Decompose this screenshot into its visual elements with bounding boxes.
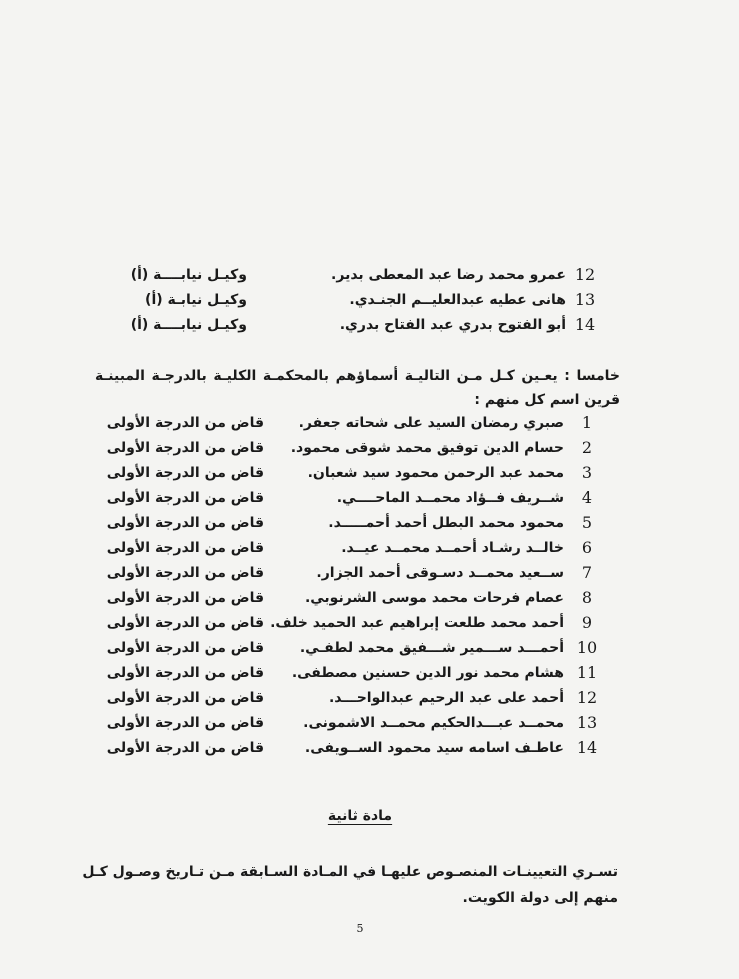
item-title: قاض من الدرجة الأولى	[106, 490, 264, 506]
item-title: قاض من الدرجة الأولى	[106, 715, 264, 731]
list-item	[0, 537, 739, 559]
item-title: قاض من الدرجة الأولى	[106, 590, 264, 606]
list-item	[0, 662, 739, 684]
intro-line-1: خامسا : يعـين كـل مـن التاليـة أسماؤهم بالمحكمـة الكليـة بالدرجـة المبينـة	[95, 368, 620, 384]
item-name: أحمد محمد طلعت إبراهيم عبد الحميد خلف.	[270, 615, 564, 631]
page-number: 5	[356, 922, 364, 935]
item-number: 13	[574, 290, 596, 309]
list-item	[0, 737, 739, 759]
item-name: محمــد عبـــدالحكيم محمــد الاشمونى.	[303, 715, 564, 731]
item-number: 11	[576, 663, 598, 682]
item-title: وكيـل نيابـة (أ)	[145, 292, 247, 308]
list-item	[0, 264, 739, 286]
article-heading: مادة ثانية	[327, 808, 393, 824]
item-number: 9	[581, 613, 593, 632]
item-number: 12	[576, 688, 598, 707]
item-number: 3	[581, 463, 593, 482]
item-title: وكيـل نيابــــة (أ)	[130, 317, 247, 333]
item-name: حسام الدين توفيق محمد شوقى محمود.	[290, 440, 564, 456]
item-title: قاض من الدرجة الأولى	[106, 515, 264, 531]
item-name: محمود محمد البطل أحمد أحمـــــد.	[328, 515, 564, 531]
item-name: عاطـف اسامه سيد محمود الســويفى.	[304, 740, 564, 756]
item-name: أحمد على عبد الرحيم عبدالواحـــد.	[328, 690, 564, 706]
list-item	[0, 412, 739, 434]
item-title: قاض من الدرجة الأولى	[106, 640, 264, 656]
item-title: وكيـل نيابــــة (أ)	[130, 267, 247, 283]
list-item	[0, 587, 739, 609]
list-item	[0, 712, 739, 734]
item-number: 12	[574, 265, 596, 284]
item-title: قاض من الدرجة الأولى	[106, 465, 264, 481]
item-title: قاض من الدرجة الأولى	[106, 415, 264, 431]
list-item	[0, 462, 739, 484]
item-title: قاض من الدرجة الأولى	[106, 615, 264, 631]
item-number: 14	[574, 315, 596, 334]
item-name: ســعيد محمــد دسـوقى أحمد الجزار.	[316, 565, 564, 581]
list-item	[0, 512, 739, 534]
list-item	[0, 637, 739, 659]
item-number: 6	[581, 538, 593, 557]
article-line-2: منهم إلى دولة الكويت.	[462, 890, 618, 906]
article-line-1: تسـري التعيينـات المنصـوص عليهـا في المـادة السـابقة مـن تـاريخ وصـول كـل	[82, 864, 618, 880]
list-item	[0, 289, 739, 311]
item-name: عمرو محمد رضا عبد المعطى بدير.	[331, 267, 566, 283]
item-number: 2	[581, 438, 593, 457]
list-item	[0, 314, 739, 336]
item-number: 5	[581, 513, 593, 532]
item-number: 8	[581, 588, 593, 607]
item-number: 13	[576, 713, 598, 732]
item-title: قاض من الدرجة الأولى	[106, 740, 264, 756]
item-title: قاض من الدرجة الأولى	[106, 690, 264, 706]
item-name: عصام فرحات محمد موسى الشرنوبي.	[304, 590, 564, 606]
item-number: 1	[581, 413, 593, 432]
item-number: 7	[581, 563, 593, 582]
item-name: محمد عبد الرحمن محمود سيد شعبان.	[307, 465, 564, 481]
item-name: أحمـــد ســـمير شـــفيق محمد لطفـي.	[299, 640, 564, 656]
list-item	[0, 437, 739, 459]
list-item	[0, 562, 739, 584]
item-name: خالــد رشـاد أحمــد محمــد عيــد.	[341, 540, 564, 556]
item-number: 10	[576, 638, 598, 657]
item-number: 4	[581, 488, 593, 507]
item-name: شــريف فــؤاد محمــد الماحــــي.	[336, 490, 564, 506]
item-name: هانى عطيه عبدالعليــم الجنـدي.	[349, 292, 566, 308]
item-name: هشام محمد نور الدين حسنين مصطفى.	[291, 665, 564, 681]
item-name: صبري رمضان السيد على شحاته جعفر.	[298, 415, 564, 431]
list-item	[0, 612, 739, 634]
list-item	[0, 687, 739, 709]
intro-line-2: قرين اسم كل منهم :	[474, 392, 620, 408]
item-title: قاض من الدرجة الأولى	[106, 540, 264, 556]
item-title: قاض من الدرجة الأولى	[106, 665, 264, 681]
list-item	[0, 487, 739, 509]
item-number: 14	[576, 738, 598, 757]
item-title: قاض من الدرجة الأولى	[106, 440, 264, 456]
item-name: أبو الفتوح بدري عبد الفتاح بدري.	[339, 317, 566, 333]
item-title: قاض من الدرجة الأولى	[106, 565, 264, 581]
